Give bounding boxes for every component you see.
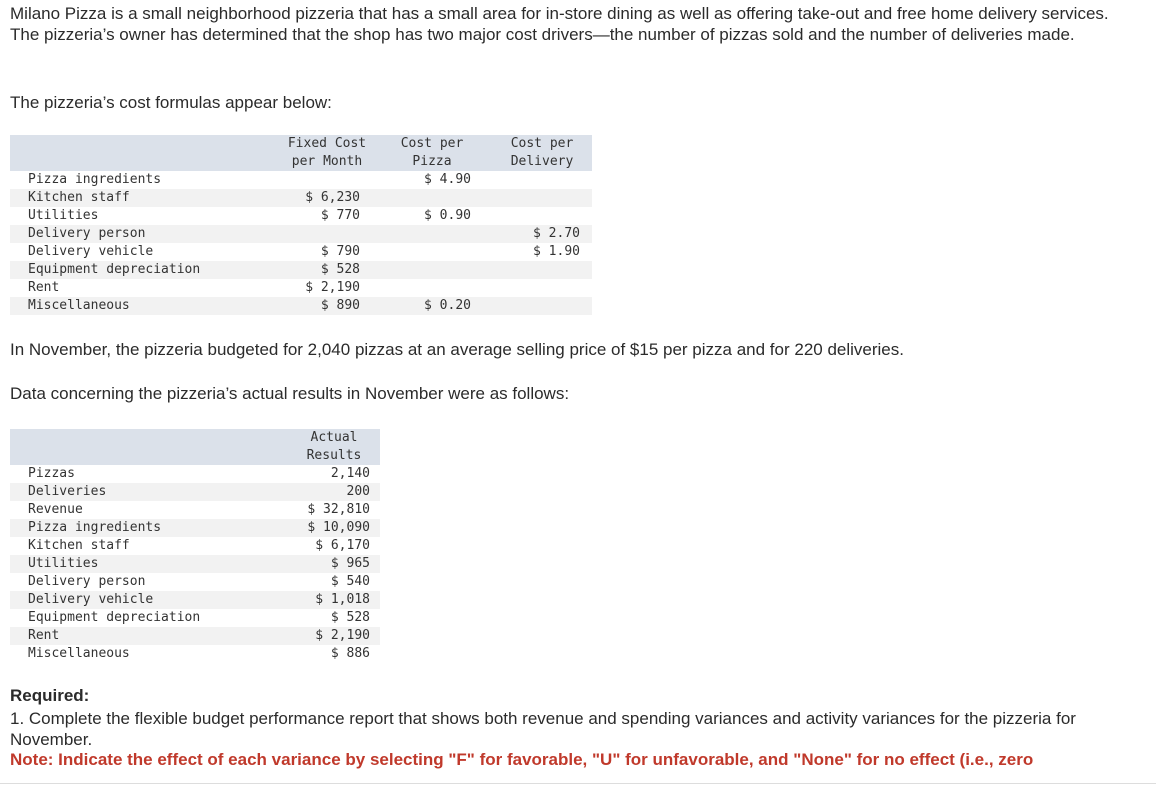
required-item-1: 1. Complete the flexible budget performance report that shows both revenue and spending variances and activity variances for the pizzeria for November. bbox=[10, 709, 1076, 749]
actual-value-cell: $ 886 bbox=[330, 646, 370, 661]
pizza-cost-cell bbox=[387, 243, 471, 261]
actual-value-cell: 200 bbox=[346, 484, 370, 499]
budget-text: In November, the pizzeria budgeted for 2,040 pizzas at an average selling price of $15 per pizza and for 220 deliveries. bbox=[10, 340, 904, 359]
intro-paragraph: Milano Pizza is a small neighborhood pizzeria that has a small area for in-store dining as well as offering take-out and free home delivery services. The pizzeria’s owner has determined that the shop has two major cost drivers—the number of pizzas sold and the number of deliveries made. bbox=[10, 4, 1109, 44]
fixed-cost-cell bbox=[272, 225, 360, 243]
header-actual-results: Actual Results bbox=[306, 430, 362, 463]
delivery-cost-cell bbox=[497, 189, 580, 207]
fixed-cost-cell bbox=[272, 171, 360, 189]
actual-value-cell: $ 1,018 bbox=[315, 592, 370, 607]
row-label: Rent bbox=[28, 628, 60, 643]
delivery-cost-cell bbox=[497, 297, 580, 315]
pizza-cost-cell: $ 4.90 bbox=[424, 172, 471, 187]
header-cost-per-pizza: Cost per Pizza bbox=[400, 136, 464, 169]
delivery-cost-cell: $ 2.70 bbox=[533, 226, 580, 241]
row-label: Delivery vehicle bbox=[28, 592, 154, 607]
delivery-cost-cell bbox=[497, 279, 580, 297]
pizza-cost-cell: $ 0.90 bbox=[424, 208, 471, 223]
actual-value-cell: $ 540 bbox=[330, 574, 370, 589]
actual-value-cell: $ 6,170 bbox=[315, 538, 370, 553]
pizza-cost-cell: $ 0.20 bbox=[424, 298, 471, 313]
row-label: Kitchen staff bbox=[28, 190, 130, 205]
required-title: Required: bbox=[10, 686, 90, 705]
row-label: Equipment depreciation bbox=[28, 262, 201, 277]
row-label: Rent bbox=[28, 280, 60, 295]
cost-formula-table bbox=[10, 135, 592, 315]
row-label: Utilities bbox=[28, 556, 99, 571]
row-label: Pizza ingredients bbox=[28, 172, 162, 187]
delivery-cost-cell: $ 1.90 bbox=[533, 244, 580, 259]
delivery-cost-cell bbox=[497, 171, 580, 189]
row-label: Miscellaneous bbox=[28, 298, 130, 313]
row-label: Kitchen staff bbox=[28, 538, 130, 553]
bottom-divider bbox=[0, 783, 1156, 784]
fixed-cost-cell: $ 528 bbox=[320, 262, 360, 277]
fixed-cost-cell: $ 2,190 bbox=[305, 280, 360, 295]
actual-intro: Data concerning the pizzeria’s actual results in November were as follows: bbox=[10, 384, 570, 403]
delivery-cost-cell bbox=[497, 207, 580, 225]
row-label: Revenue bbox=[28, 502, 83, 517]
actual-value-cell: $ 32,810 bbox=[307, 502, 370, 517]
pizza-cost-cell bbox=[387, 261, 471, 279]
pizza-cost-cell bbox=[387, 189, 471, 207]
row-label: Pizzas bbox=[28, 466, 75, 481]
note-text: Note: Indicate the effect of each variance by selecting "F" for favorable, "U" for unfavorable, and "None" for no effect (i.e., zero bbox=[10, 750, 1034, 769]
row-label: Delivery person bbox=[28, 574, 146, 589]
fixed-cost-cell: $ 890 bbox=[320, 298, 360, 313]
row-label: Delivery vehicle bbox=[28, 244, 154, 259]
actual-value-cell: $ 10,090 bbox=[307, 520, 370, 535]
header-fixed-cost: Fixed Cost per Month bbox=[287, 136, 367, 169]
pizza-cost-cell bbox=[387, 225, 471, 243]
row-label: Deliveries bbox=[28, 484, 107, 499]
actual-value-cell: $ 965 bbox=[330, 556, 370, 571]
row-label: Miscellaneous bbox=[28, 646, 130, 661]
row-label: Equipment depreciation bbox=[28, 610, 201, 625]
fixed-cost-cell: $ 6,230 bbox=[305, 190, 360, 205]
row-label: Pizza ingredients bbox=[28, 520, 162, 535]
actual-value-cell: 2,140 bbox=[330, 466, 370, 481]
header-cost-per-delivery: Cost per Delivery bbox=[510, 136, 574, 169]
row-label: Delivery person bbox=[28, 226, 146, 241]
actual-results-table bbox=[10, 429, 380, 665]
fixed-cost-cell: $ 790 bbox=[320, 244, 360, 259]
actual-value-cell: $ 528 bbox=[330, 610, 370, 625]
delivery-cost-cell bbox=[497, 261, 580, 279]
fixed-cost-cell: $ 770 bbox=[320, 208, 360, 223]
actual-value-cell: $ 2,190 bbox=[315, 628, 370, 643]
formulas-intro: The pizzeria’s cost formulas appear below: bbox=[10, 93, 332, 112]
row-label: Utilities bbox=[28, 208, 99, 223]
pizza-cost-cell bbox=[387, 279, 471, 297]
